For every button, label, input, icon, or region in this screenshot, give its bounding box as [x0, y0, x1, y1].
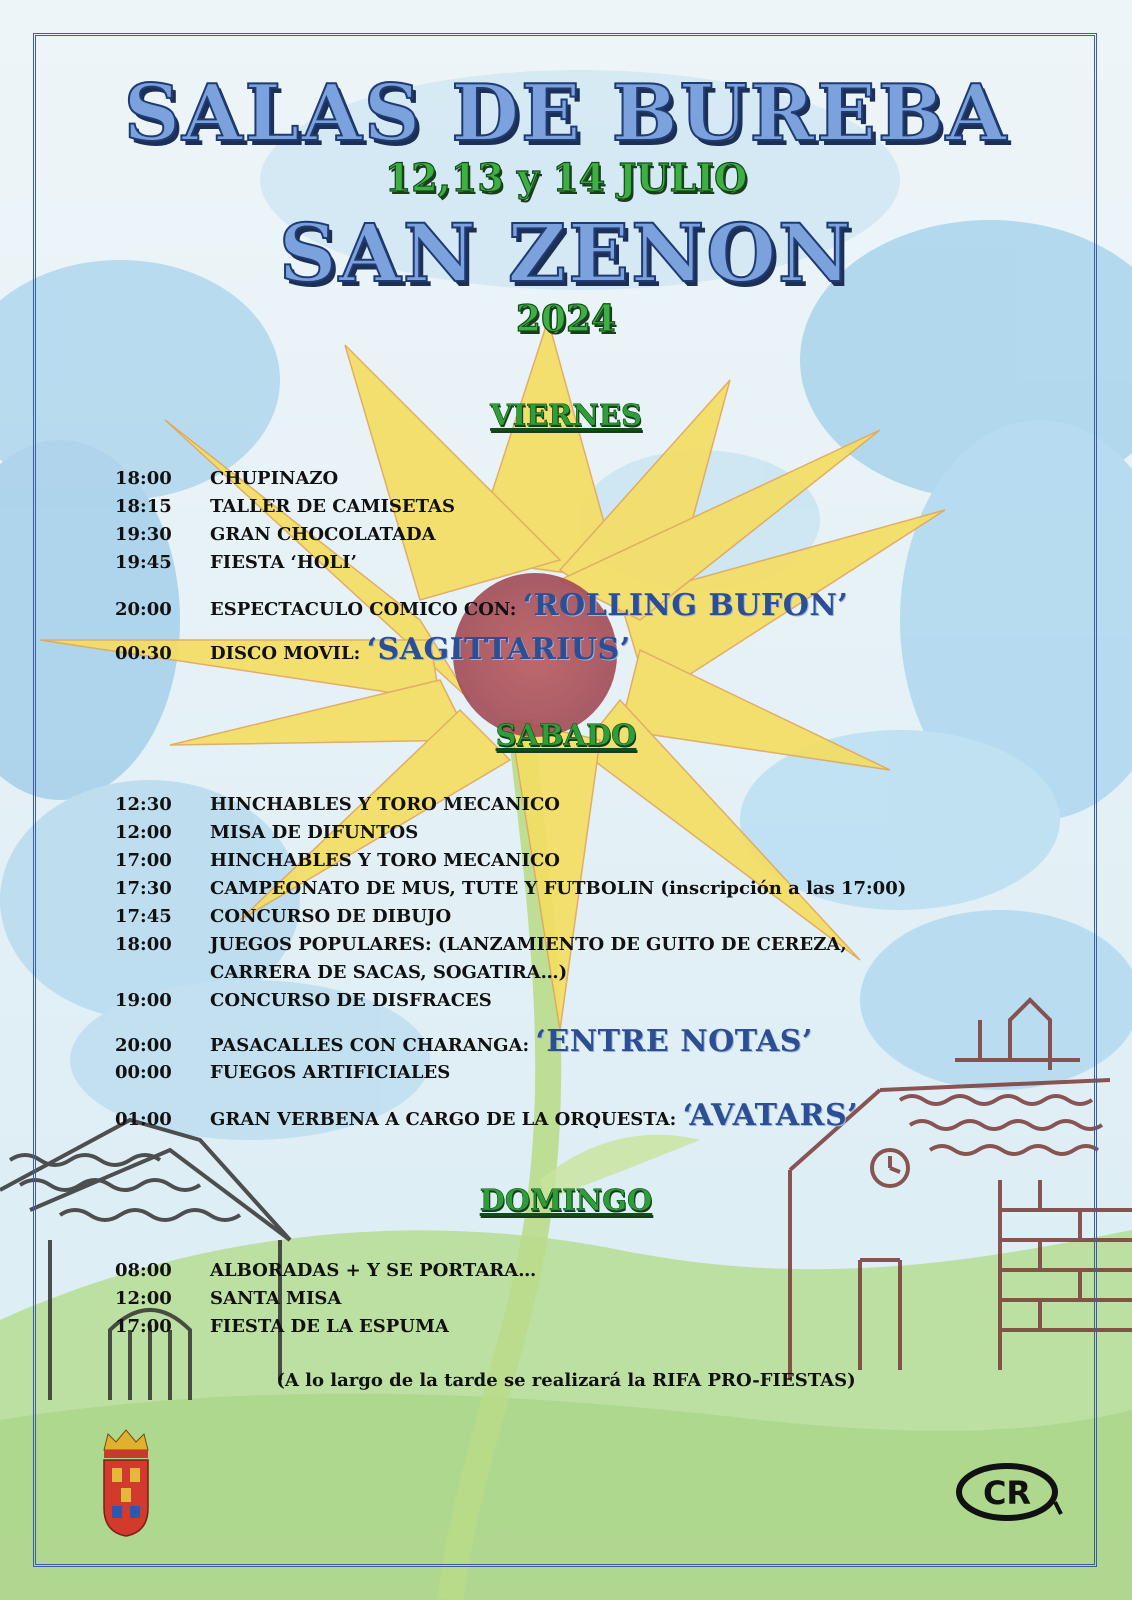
schedule-item	[115, 524, 436, 545]
event-title: FIESTA DE LA ESPUMA	[210, 1316, 449, 1337]
schedule-item	[115, 1062, 450, 1083]
schedule-item	[115, 1098, 858, 1133]
event-time: 19:45	[115, 552, 172, 573]
festival-year: 2024	[515, 298, 617, 340]
festival-dates: 12,13 y 14 JULIO	[384, 155, 748, 200]
event-title: PASACALLES CON CHARANGA:	[210, 1035, 530, 1056]
event-time: 20:00	[115, 599, 172, 620]
schedule-item	[115, 632, 631, 667]
schedule-item	[115, 794, 560, 815]
event-title: GRAN VERBENA A CARGO DE LA ORQUESTA:	[210, 1109, 677, 1130]
event-time: 12:00	[115, 1288, 172, 1309]
coat-of-arms-icon	[98, 1428, 154, 1538]
event-title: JUEGOS POPULARES: (LANZAMIENTO DE GUITO DE CEREZA,	[210, 934, 847, 955]
performer-name: ‘ROLLING BUFON’	[522, 588, 849, 623]
event-time: 01:00	[115, 1109, 172, 1130]
schedule-item	[115, 906, 451, 927]
event-time: 17:00	[115, 850, 172, 871]
schedule-item	[115, 1316, 449, 1337]
event-title: DISCO MOVIL:	[210, 643, 361, 664]
event-time: 00:30	[115, 643, 172, 664]
event-title: CONCURSO DE DIBUJO	[210, 906, 452, 927]
event-time: 20:00	[115, 1035, 172, 1056]
schedule-item	[115, 496, 455, 517]
performer-name: ‘SAGITTARIUS’	[366, 632, 631, 667]
schedule-item	[115, 468, 338, 489]
poster-title: SALAS DE BUREBA	[123, 68, 1009, 159]
event-note: (inscripción a las 17:00)	[660, 878, 907, 899]
event-time: 18:00	[115, 468, 172, 489]
event-time: 17:30	[115, 878, 172, 899]
event-title: CONCURSO DE DISFRACES	[210, 990, 492, 1011]
schedule-item	[115, 934, 847, 955]
festivity-name: SAN ZENON	[278, 206, 854, 300]
event-time: 12:00	[115, 822, 172, 843]
event-title: FUEGOS ARTIFICIALES	[210, 1062, 451, 1083]
raffle-note: (A lo largo de la tarde se realizará la RIFA PRO-FIESTAS)	[276, 1370, 856, 1391]
event-time: 00:00	[115, 1062, 172, 1083]
event-title: GRAN CHOCOLATADA	[210, 524, 436, 545]
schedule-item	[115, 1024, 813, 1059]
event-time: 18:15	[115, 496, 172, 517]
performer-name: ‘ENTRE NOTAS’	[535, 1024, 813, 1059]
event-time: 18:00	[115, 934, 172, 955]
event-title-continuation: CARRERA DE SACAS, SOGATIRA…)	[210, 962, 568, 983]
event-title: TALLER DE CAMISETAS	[210, 496, 455, 517]
event-title: MISA DE DIFUNTOS	[210, 822, 419, 843]
event-title: ALBORADAS + Y SE PORTARA…	[210, 1260, 537, 1281]
schedule-item	[115, 1288, 341, 1309]
day-heading-viernes: VIERNES	[490, 398, 642, 432]
event-title: ESPECTACULO COMICO CON:	[210, 599, 517, 620]
event-time: 19:00	[115, 990, 172, 1011]
schedule-item	[115, 822, 418, 843]
event-time: 17:00	[115, 1316, 172, 1337]
printer-logo-text: CR	[982, 1474, 1032, 1512]
schedule-item	[115, 990, 492, 1011]
printer-logo	[955, 1462, 1065, 1524]
schedule-item	[115, 588, 848, 623]
day-heading-domingo: DOMINGO	[479, 1183, 653, 1217]
event-title: SANTA MISA	[210, 1288, 342, 1309]
schedule-item	[115, 552, 357, 573]
event-time: 08:00	[115, 1260, 172, 1281]
event-time: 12:30	[115, 794, 172, 815]
day-heading-sabado: SABADO	[495, 718, 637, 752]
event-title: CAMPEONATO DE MUS, TUTE Y FUTBOLIN	[210, 878, 655, 899]
event-time: 17:45	[115, 906, 172, 927]
schedule-item	[115, 1260, 536, 1281]
schedule-item	[115, 850, 560, 871]
schedule-item	[115, 878, 906, 899]
event-title: HINCHABLES Y TORO MECANICO	[210, 794, 560, 815]
event-title: CHUPINAZO	[210, 468, 339, 489]
performer-name: ‘AVATARS’	[682, 1098, 859, 1133]
event-title: HINCHABLES Y TORO MECANICO	[210, 850, 560, 871]
event-time: 19:30	[115, 524, 172, 545]
event-title: FIESTA ‘HOLI’	[210, 552, 357, 573]
